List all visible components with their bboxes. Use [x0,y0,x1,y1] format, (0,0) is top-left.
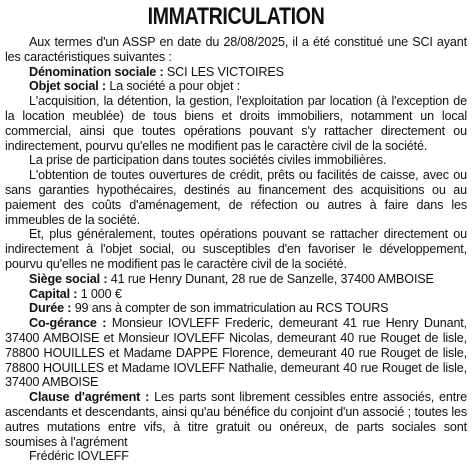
denomination-label: Dénomination sociale : [29,64,164,79]
siege-label: Siège social : [29,271,108,286]
objet-line [5,79,467,94]
cogerance-paragraph [5,316,467,390]
signature: Frédéric IOVLEFF [29,449,129,464]
denomination-value: SCI LES VICTOIRES [166,64,284,79]
duree-label: Durée : [29,301,72,316]
intro-paragraph: Aux termes d'un ASSP en date du 28/08/2025, il a été constitué une SCI ayant les caractéristiques suivantes : [5,35,467,64]
capital-line [5,287,467,302]
agrement-value: Les parts sont librement cessibles entre associés, entre ascendants et descendants, ainsi qu'au bénéfice du conjoint d'un associé ; toutes les autres mutations entre vifs, à titre gratuit ou onéreux, de parts sociales sont soumises à l'agrément [5,390,467,449]
agrement-paragraph [5,390,467,449]
capital-value: 1 000 € [80,286,122,301]
objet-paragraph-participation: La prise de participation dans toutes sociétés civiles immobilières. [29,153,387,168]
notice-title: IMMATRICULATION [147,3,325,30]
cogerance-value: Monsieur IOVLEFF Frederic, demeurant 41 rue Henry Dunant, 37400 AMBOISE et Monsieur IOVLEFF Nicolas, demeurant 40 rue Rouget de lisle, 78800 HOUILLES et Madame DAPPE Florence, demeurant 40 rue Rouget de lisle, 78800 HOUILLES et Madame IOVLEFF Nathalie, demeurant 40 rue Rouget de lisle, 37400 AMBOISE [5,316,467,390]
objet-paragraph-acquisition: L'acquisition, la détention, la gestion, l'exploitation par location (à l'exception de la location meublée) de tous biens et droits immobiliers, notamment un local commercial, ainsi que toutes opérations pouvant s'y rattacher directement ou indirectement, pourvu qu'elles ne modifient pas le caractère civil de la société. [5,94,467,153]
objet-label: Objet social : [29,79,106,94]
cogerance-label: Co-gérance : [29,316,107,331]
objet-value: La société a pour objet : [109,79,241,94]
denomination-line [5,65,467,80]
capital-label: Capital : [29,286,78,301]
siege-line [5,272,467,287]
objet-paragraph-general: Et, plus généralement, toutes opérations pouvant se rattacher directement ou indirectement à l'objet social, ou susceptibles d'en favoriser le développement, pourvu qu'elles ne modifient pas le caractère civil de la société. [5,227,467,271]
duree-line [5,301,467,316]
duree-value: 99 ans à compter de son immatriculation au RCS TOURS [74,301,389,316]
objet-paragraph-credit: L'obtention de toutes ouvertures de crédit, prêts ou facilités de caisse, avec ou sans garanties hypothécaires, destinés au financement des acquisitions ou au paiement des coûts d'aménagement, de réfection ou autres à faire dans les immeubles de la société. [5,168,467,227]
agrement-label: Clause d'agrément : [29,390,150,405]
siege-value: 41 rue Henry Dunant, 28 rue de Sanzelle, 37400 AMBOISE [110,271,434,286]
